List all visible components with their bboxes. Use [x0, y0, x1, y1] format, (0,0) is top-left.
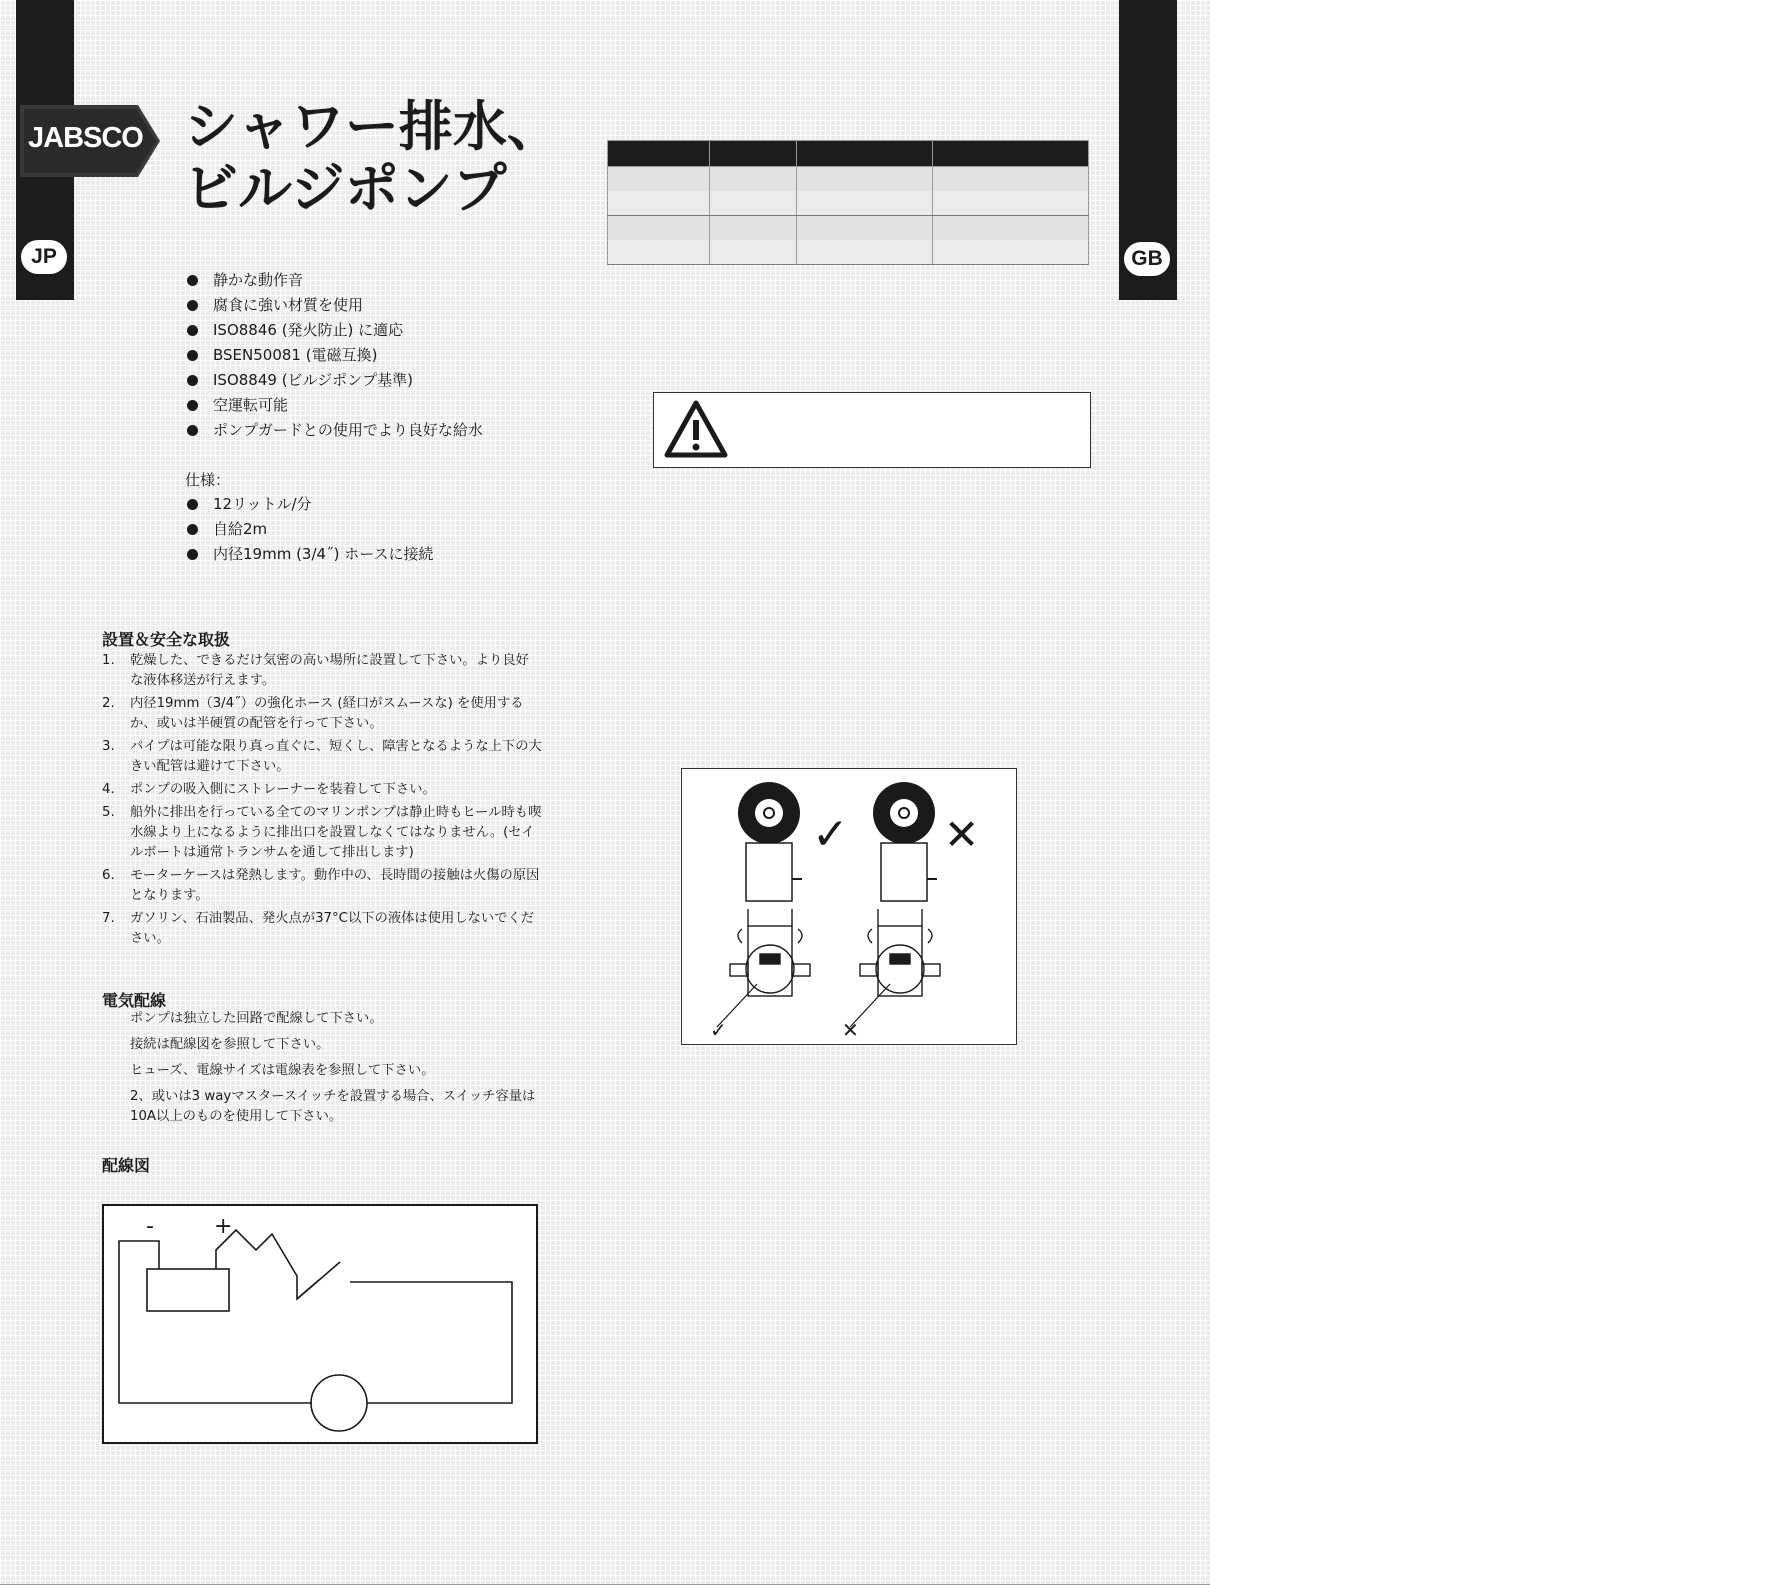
feature-item: 腐食に強い材質を使用 — [184, 293, 483, 318]
installation-item: 6. モーターケースは発熱します。動作中の、長時間の接触は火傷の原因となります。 — [102, 868, 540, 903]
mounting-orientation-diagram — [681, 768, 1017, 1045]
warning-triangle-icon — [664, 399, 728, 459]
installation-item: 7. ガソリン、石油製品、発火点が37°C以下の液体は使用しないでください。 — [102, 911, 535, 946]
bullet-icon — [187, 400, 198, 411]
feature-list — [184, 268, 483, 443]
negative-terminal-label: - — [146, 1214, 154, 1239]
installation-item: 5. 船外に排出を行っている全てのマリンポンプは静止時もヒール時も喫水線より上になるように排出口を設置しなくてはなりません。(セイルボートは通常トランサムを通して排出します) — [102, 805, 542, 860]
title-line-2: ビルジポンプ — [184, 157, 507, 220]
wiring-diagram — [102, 1204, 538, 1444]
battery-shape — [147, 1269, 229, 1311]
pump-correct-orientation — [717, 782, 810, 1027]
bullet-icon — [187, 375, 198, 386]
installation-item: 4. ポンプの吸入側にストレーナーを装着して下さい。 — [102, 782, 436, 797]
installation-item: 3. パイプは可能な限り真っ直ぐに、短くし、障害となるような上下の大きい配管は避けて下さい。 — [102, 739, 542, 774]
bullet-icon — [187, 325, 198, 336]
feature-item: ISO8846 (発火防止) に適応 — [184, 318, 483, 343]
table-row — [608, 191, 1089, 216]
electrical-list — [130, 1009, 542, 1133]
positive-terminal-label: + — [214, 1214, 233, 1239]
bullet-icon — [187, 275, 198, 286]
electrical-heading: 電気配線 — [102, 991, 167, 1010]
electrical-item: 2、或いは3 wayマスタースイッチを設置する場合、スイッチ容量は10A以上のものを使用して下さい。 — [130, 1089, 536, 1124]
wiring-diagram-heading: 配線図 — [102, 1156, 151, 1175]
title-line-1: シャワー排水、 — [184, 95, 561, 158]
wire-size-table — [607, 140, 1089, 265]
jp-language-badge: JP — [21, 240, 67, 274]
table-row — [608, 216, 1089, 241]
return-wire — [350, 1282, 512, 1403]
table-header-cell — [608, 141, 710, 167]
bullet-icon — [187, 524, 198, 535]
cross-mark-small-icon: ✕ — [842, 1018, 859, 1042]
pump-incorrect-orientation — [850, 782, 940, 1027]
table-header-cell — [797, 141, 933, 167]
table-header-cell — [710, 141, 797, 167]
bullet-icon — [187, 499, 198, 510]
switch-lever — [297, 1262, 340, 1299]
bullet-icon — [187, 425, 198, 436]
check-mark-small-icon: ✓ — [710, 1018, 727, 1042]
feature-item: BSEN50081 (電磁互換) — [184, 343, 483, 368]
installation-item: 1. 乾燥した、できるだけ気密の高い場所に設置して下さい。より良好な液体移送が行えます。 — [102, 653, 529, 688]
bullet-icon — [187, 350, 198, 361]
installation-item: 2. 内径19mm（3/4˝）の強化ホース (経口がスムースな) を使用するか、或いは半硬質の配管を行って下さい。 — [102, 696, 524, 731]
specs-list — [184, 492, 433, 567]
spec-item: 自給2m — [184, 517, 433, 542]
fuse-and-switch-wire — [216, 1230, 319, 1299]
feature-item: 空運転可能 — [184, 393, 483, 418]
spec-item: 内径19mm (3/4˝) ホースに接続 — [184, 542, 433, 567]
warning-box — [653, 392, 1091, 468]
electrical-item: 接続は配線図を参照して下さい。 — [130, 1037, 330, 1052]
table-header-cell — [933, 141, 1089, 167]
gb-language-badge: GB — [1124, 242, 1170, 276]
page-title — [184, 96, 561, 220]
pump-motor-symbol — [311, 1375, 367, 1431]
specs-heading: 仕様： — [185, 471, 231, 489]
spec-item: 12リットル/分 — [184, 492, 433, 517]
table-header-row — [608, 141, 1089, 167]
table-row — [608, 167, 1089, 192]
feature-item: 静かな動作音 — [184, 268, 483, 293]
bullet-icon — [187, 300, 198, 311]
installation-heading: 設置＆安全な取扱 — [102, 630, 231, 649]
installation-list — [102, 651, 542, 952]
electrical-item: ポンプは独立した回路で配線して下さい。 — [130, 1011, 383, 1026]
pump-orientation-svg — [682, 769, 1016, 1044]
table-row — [608, 240, 1089, 265]
cross-mark-icon: ✕ — [944, 810, 980, 859]
feature-item: ポンプガードとの使用でより良好な給水 — [184, 418, 483, 443]
bullet-icon — [187, 549, 198, 560]
electrical-item: ヒューズ、電線サイズは電線表を参照して下さい。 — [130, 1063, 435, 1078]
feature-item: ISO8849 (ビルジポンプ基準) — [184, 368, 483, 393]
wiring-circuit-svg — [104, 1206, 536, 1442]
check-mark-icon: ✓ — [812, 809, 849, 860]
jabsco-logo-text: JABSCO — [28, 122, 143, 154]
